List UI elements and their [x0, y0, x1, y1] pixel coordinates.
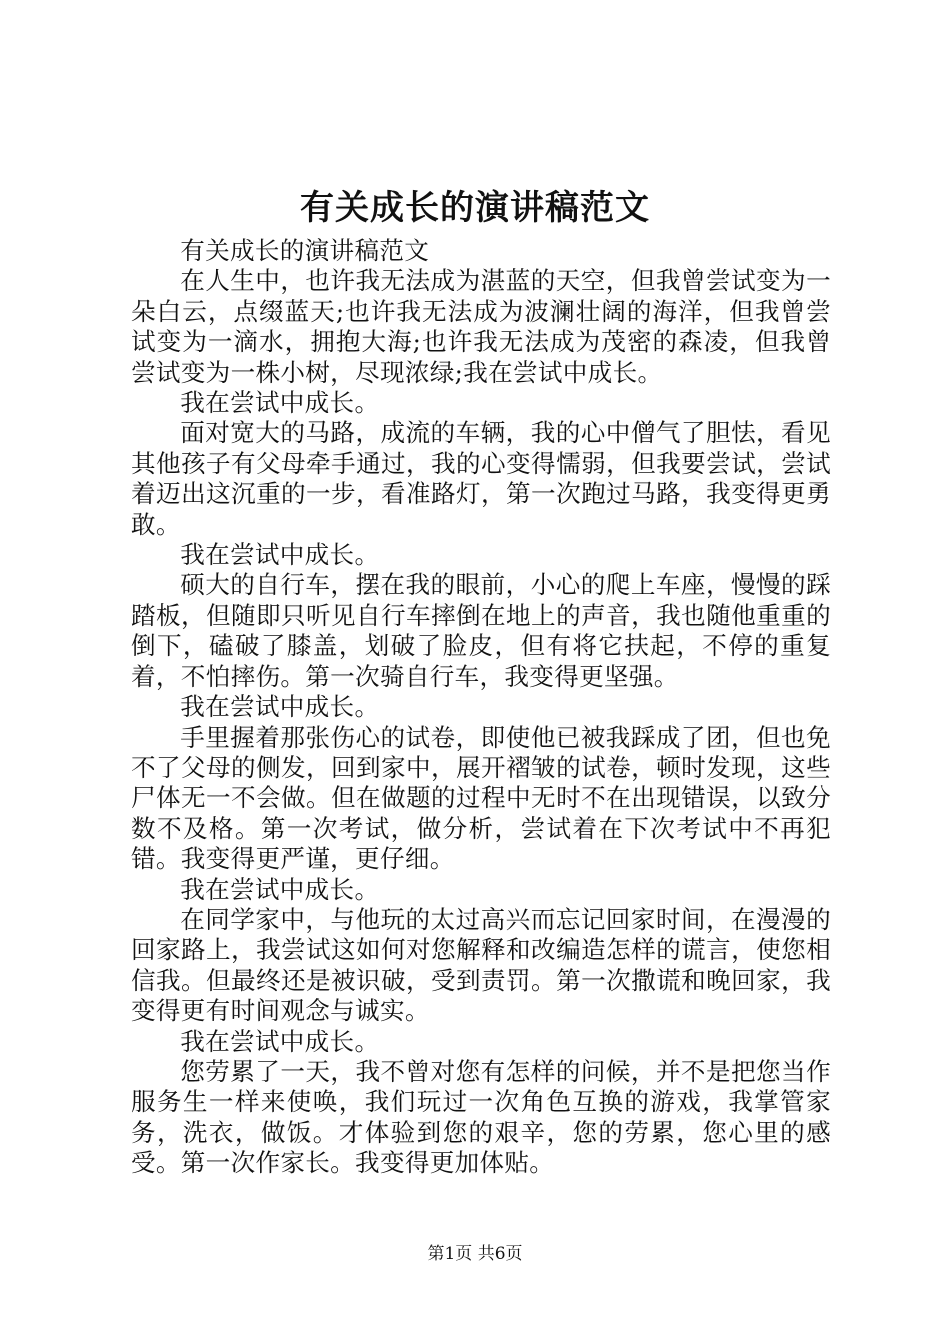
paragraph: 手里握着那张伤心的试卷，即使他已被我踩成了团，但也免不了父母的侧发，回到家中，展开褶皱的试卷，顿时发现，这些尸体无一不会做。但在做题的过程中无时不在出现错误，以致分数不及格。第一次考试，做分析，尝试着在下次考试中不再犯错。我变得更严谨，更仔细。	[131, 722, 831, 874]
document-title: 有关成长的演讲稿范文	[300, 188, 650, 228]
paragraph: 面对宽大的马路，成流的车辆，我的心中僧气了胆怯，看见其他孩子有父母牵手通过，我的心变得懦弱，但我要尝试，尝试着迈出这沉重的一步，看准路灯，第一次跑过马路，我变得更勇敢。	[131, 418, 831, 539]
paragraph: 您劳累了一天，我不曾对您有怎样的问候，并不是把您当作服务生一样来使唤，我们玩过一次角色互换的游戏，我掌管家务，洗衣，做饭。才体验到您的艰辛，您的劳累，您心里的感受。第一次作家长。我变得更加体贴。	[131, 1056, 831, 1178]
paragraph: 我在尝试中成长。	[180, 540, 380, 570]
paragraph: 硕大的自行车，摆在我的眼前，小心的爬上车座，慢慢的踩踏板，但随即只听见自行车摔倒在地上的声音，我也随他重重的倒下，磕破了膝盖，划破了脸皮，但有将它扶起，不停的重复着，不怕摔伤。第一次骑自行车，我变得更坚强。	[131, 570, 831, 691]
paragraph: 我在尝试中成长。	[180, 874, 380, 904]
paragraph: 我在尝试中成长。	[180, 1026, 380, 1056]
paragraph: 在人生中，也许我无法成为湛蓝的天空，但我曾尝试变为一朵白云，点缀蓝天;也许我无法成为波澜壮阔的海洋，但我曾尝试变为一滴水，拥抱大海;也许我无法成为茂密的森凌，但我曾尝试变为一株小树，尽现浓绿;我在尝试中成长。	[131, 266, 831, 387]
document-body	[131, 236, 831, 1179]
page-footer: 第1页 共6页	[427, 1244, 523, 1264]
paragraph: 有关成长的演讲稿范文	[180, 236, 430, 265]
paragraph: 在同学家中，与他玩的太过高兴而忘记回家时间，在漫漫的回家路上，我尝试这如何对您解释和改编造怎样的谎言，使您相信我。但最终还是被识破，受到责罚。第一次撒谎和晚回家，我变得更有时间观念与诚实。	[131, 904, 831, 1026]
paragraph: 我在尝试中成长。	[180, 388, 380, 418]
paragraph: 我在尝试中成长。	[180, 692, 380, 722]
